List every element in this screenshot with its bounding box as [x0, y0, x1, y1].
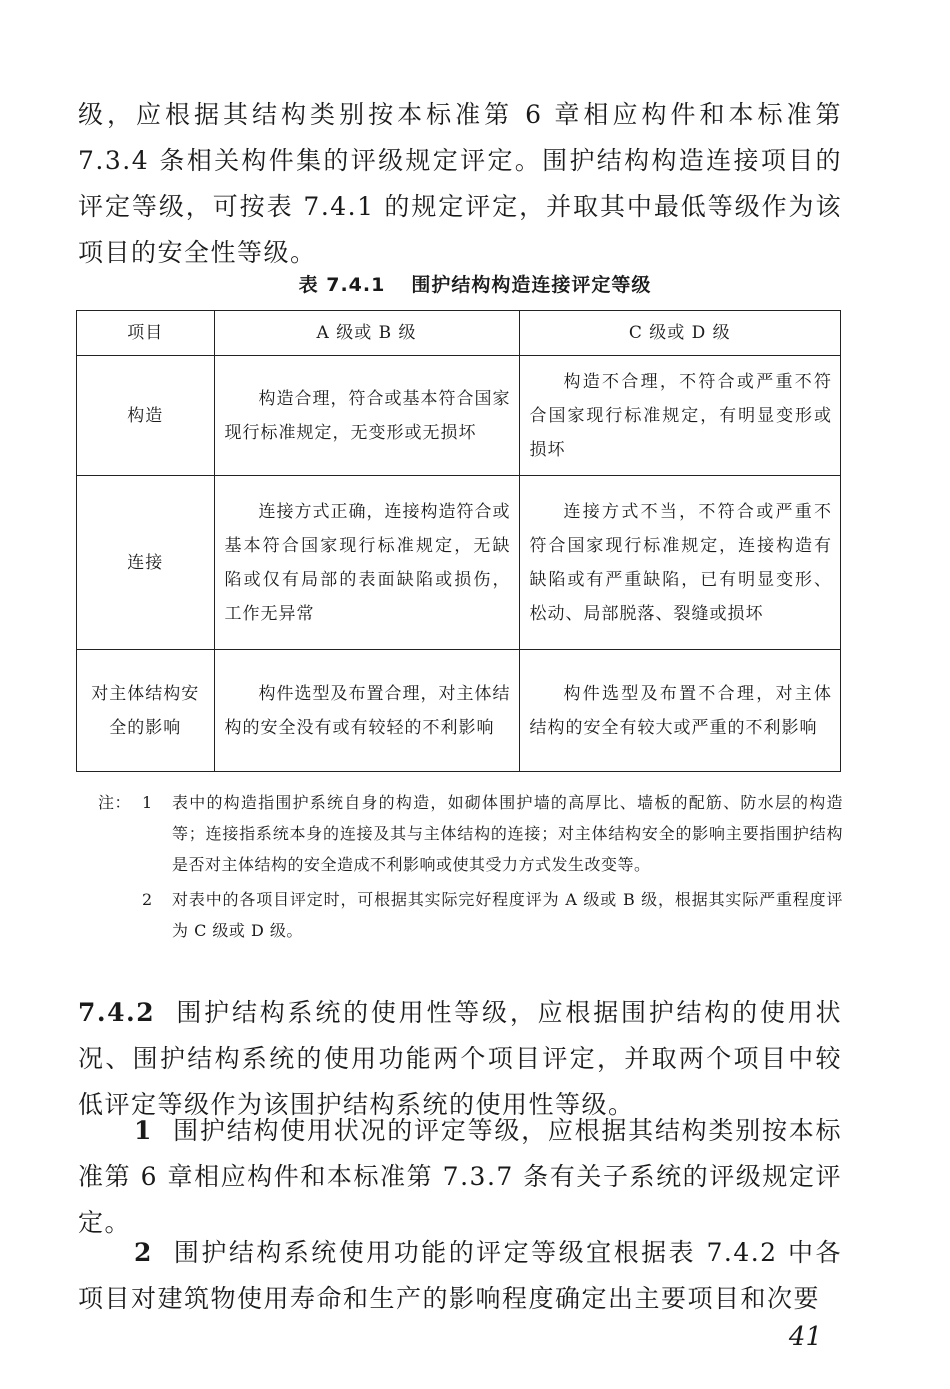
row-item: 对主体结构安全的影响: [77, 650, 215, 772]
table-caption: [0, 270, 950, 297]
row-grade-ab: 构造合理，符合或基本符合国家现行标准规定，无变形或无损坏: [214, 356, 519, 476]
row-grade-ab: 连接方式正确，连接构造符合或基本符合国家现行标准规定，无缺陷或仅有局部的表面缺陷或损伤，工作无异常: [214, 476, 519, 650]
table-row: [77, 650, 841, 772]
row-item: 连接: [77, 476, 215, 650]
row-grade-cd: 连接方式不当，不符合或严重不符合国家现行标准规定，连接构造有缺陷或有严重缺陷，已有明显变形、松动、局部脱落、裂缝或损坏: [519, 476, 840, 650]
header-grade-cd: C 级或 D 级: [519, 311, 840, 356]
clause-text: 围护结构系统使用功能的评定等级宜根据表 7.4.2 中各项目对建筑物使用寿命和生产的影响程度确定出主要项目和次要: [78, 1238, 842, 1313]
header-grade-ab: A 级或 B 级: [214, 311, 519, 356]
note-item: [98, 787, 843, 880]
section-text: 围护结构系统的使用性等级，应根据围护结构的使用状况、围护结构系统的使用功能两个项目评定，并取两个项目中较低评定等级作为该围护结构系统的使用性等级。: [78, 998, 842, 1119]
row-item: 构造: [77, 356, 215, 476]
intro-paragraph: 级，应根据其结构类别按本标准第 6 章相应构件和本标准第 7.3.4 条相关构件集的评级规定评定。围护结构构造连接项目的评定等级，可按表 7.4.1 的规定评定，并取其中最低等级作为该项目的安全性等级。: [78, 100, 842, 267]
clause-number: 2: [134, 1238, 153, 1267]
table-number: 表 7.4.1: [298, 274, 386, 296]
clause-text: 围护结构使用状况的评定等级，应根据其结构类别按本标准第 6 章相应构件和本标准第 7.3.7 条有关子系统的评级规定评定。: [78, 1116, 842, 1237]
table-notes: [98, 787, 843, 950]
row-grade-cd: 构件选型及布置不合理，对主体结构的安全有较大或严重的不利影响: [519, 650, 840, 772]
notes-label: 注：: [98, 793, 132, 812]
note-item: [98, 884, 843, 946]
section-number: 7.4.2: [78, 998, 156, 1027]
row-grade-cd: 构造不合理，不符合或严重不符合国家现行标准规定，有明显变形或损坏: [519, 356, 840, 476]
row-grade-ab: 构件选型及布置合理，对主体结构的安全没有或有较轻的不利影响: [214, 650, 519, 772]
clause-item-2: [78, 1230, 842, 1322]
table-row: [77, 476, 841, 650]
note-text: 表中的构造指围护系统自身的构造，如砌体围护墙的高厚比、墙板的配筋、防水层的构造等；连接指系统本身的连接及其与主体结构的连接；对主体结构安全的影响主要指围护结构是否对主体结构的安全造成不利影响或使其受力方式发生改变等。: [172, 793, 843, 874]
clause-item-1: [78, 1108, 842, 1246]
table-row: [77, 356, 841, 476]
header-item: 项目: [77, 311, 215, 356]
table-title: 围护结构构造连接评定等级: [411, 274, 652, 296]
clause-number: 1: [134, 1116, 153, 1145]
note-number: 1: [142, 793, 153, 812]
note-number: 2: [142, 890, 153, 909]
note-text: 对表中的各项目评定时，可根据其实际完好程度评为 A 级或 B 级，根据其实际严重程度评为 C 级或 D 级。: [172, 890, 843, 940]
page-number: 41: [788, 1322, 822, 1352]
table-header-row: [77, 311, 841, 356]
evaluation-table: [76, 310, 841, 772]
